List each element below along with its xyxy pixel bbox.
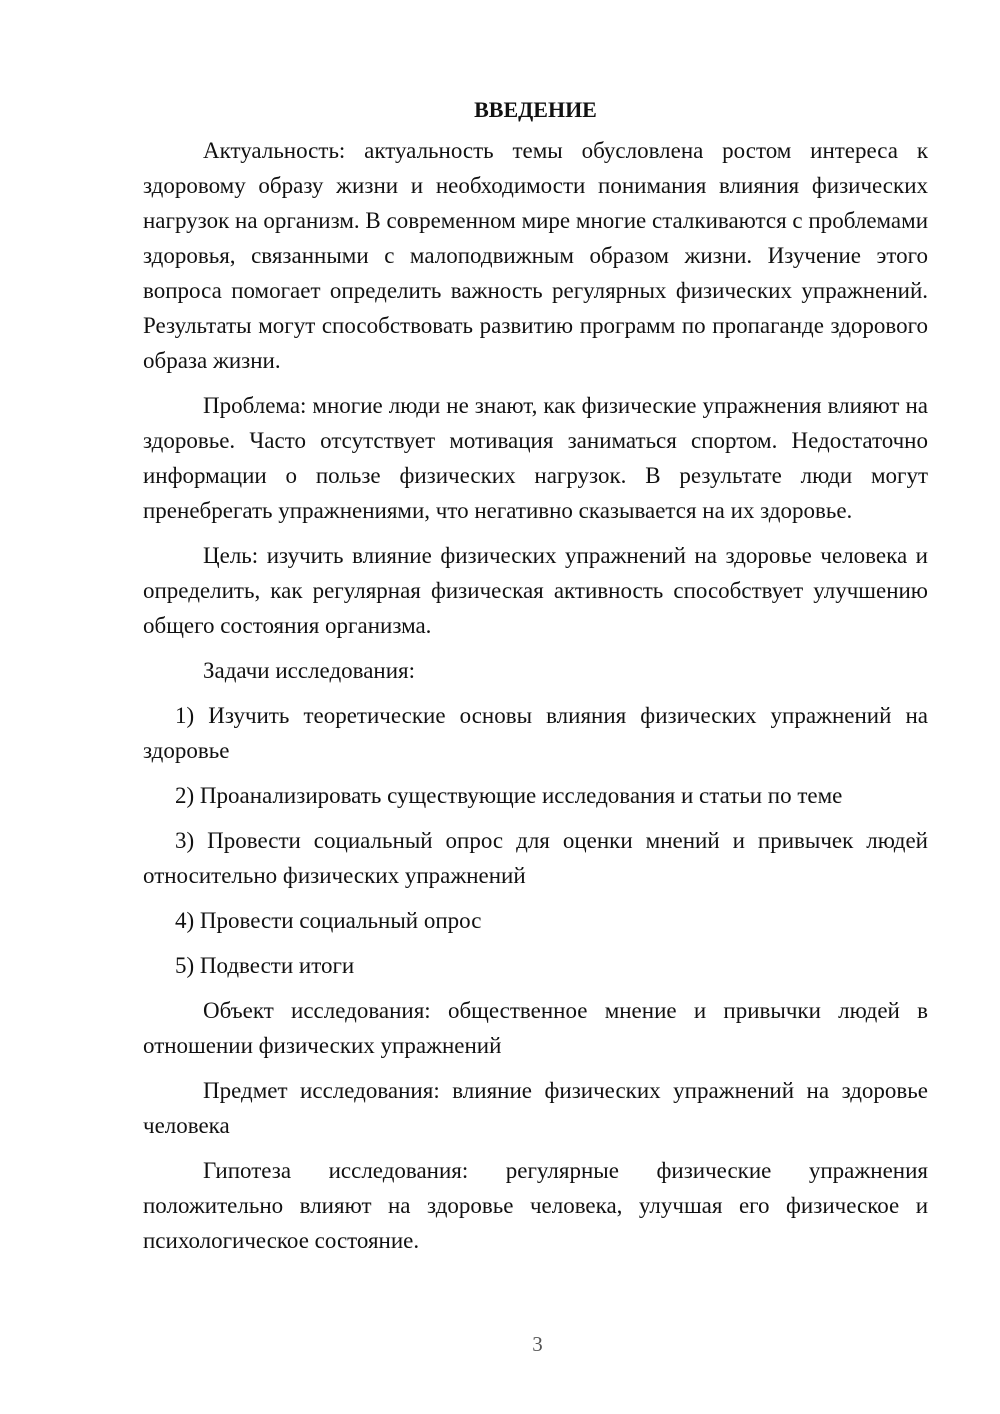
relevance-paragraph: Актуальность: актуальность темы обусловлена ростом интереса к здоровому образу жизни и необходимости понимания влияния физических нагрузок на организм. В современном мире многие сталкиваются с проблемами здоровья, связанными с малоподвижным образом жизни. Изучение этого вопроса помогает определить важность регулярных физических упражнений. Результаты могут способствовать развитию программ по пропаганде здорового образа жизни. bbox=[143, 138, 928, 373]
section-title: ВВЕДЕНИЕ bbox=[474, 97, 597, 122]
task-item-3: 3) Провести социальный опрос для оценки мнений и привычек людей относительно физических упражнений bbox=[143, 828, 928, 888]
object-paragraph: Объект исследования: общественное мнение и привычки людей в отношении физических упражнений bbox=[143, 998, 928, 1058]
page-number: 3 bbox=[532, 1332, 543, 1356]
task-item-1: 1) Изучить теоретические основы влияния физических упражнений на здоровье bbox=[143, 703, 928, 763]
tasks-heading: Задачи исследования: bbox=[203, 658, 416, 683]
task-item-2: 2) Проанализировать существующие исследования и статьи по теме bbox=[175, 783, 843, 808]
problem-paragraph: Проблема: многие люди не знают, как физические упражнения влияют на здоровье. Часто отсутствует мотивация заниматься спортом. Недостаточно информации о пользе физических нагрузок. В результате люди могут пренебрегать упражнениями, что негативно сказывается на их здоровье. bbox=[143, 393, 928, 523]
task-item-5: 5) Подвести итоги bbox=[175, 953, 355, 978]
goal-paragraph: Цель: изучить влияние физических упражнений на здоровье человека и определить, как регулярная физическая активность способствует улучшению общего состояния организма. bbox=[143, 543, 928, 638]
page-content bbox=[143, 92, 928, 1268]
hypothesis-paragraph: Гипотеза исследования: регулярные физические упражнения положительно влияют на здоровье человека, улучшая его физическое и психологическое состояние. bbox=[143, 1158, 928, 1253]
subject-paragraph: Предмет исследования: влияние физических упражнений на здоровье человека bbox=[143, 1078, 928, 1138]
task-item-4: 4) Провести социальный опрос bbox=[175, 908, 482, 933]
